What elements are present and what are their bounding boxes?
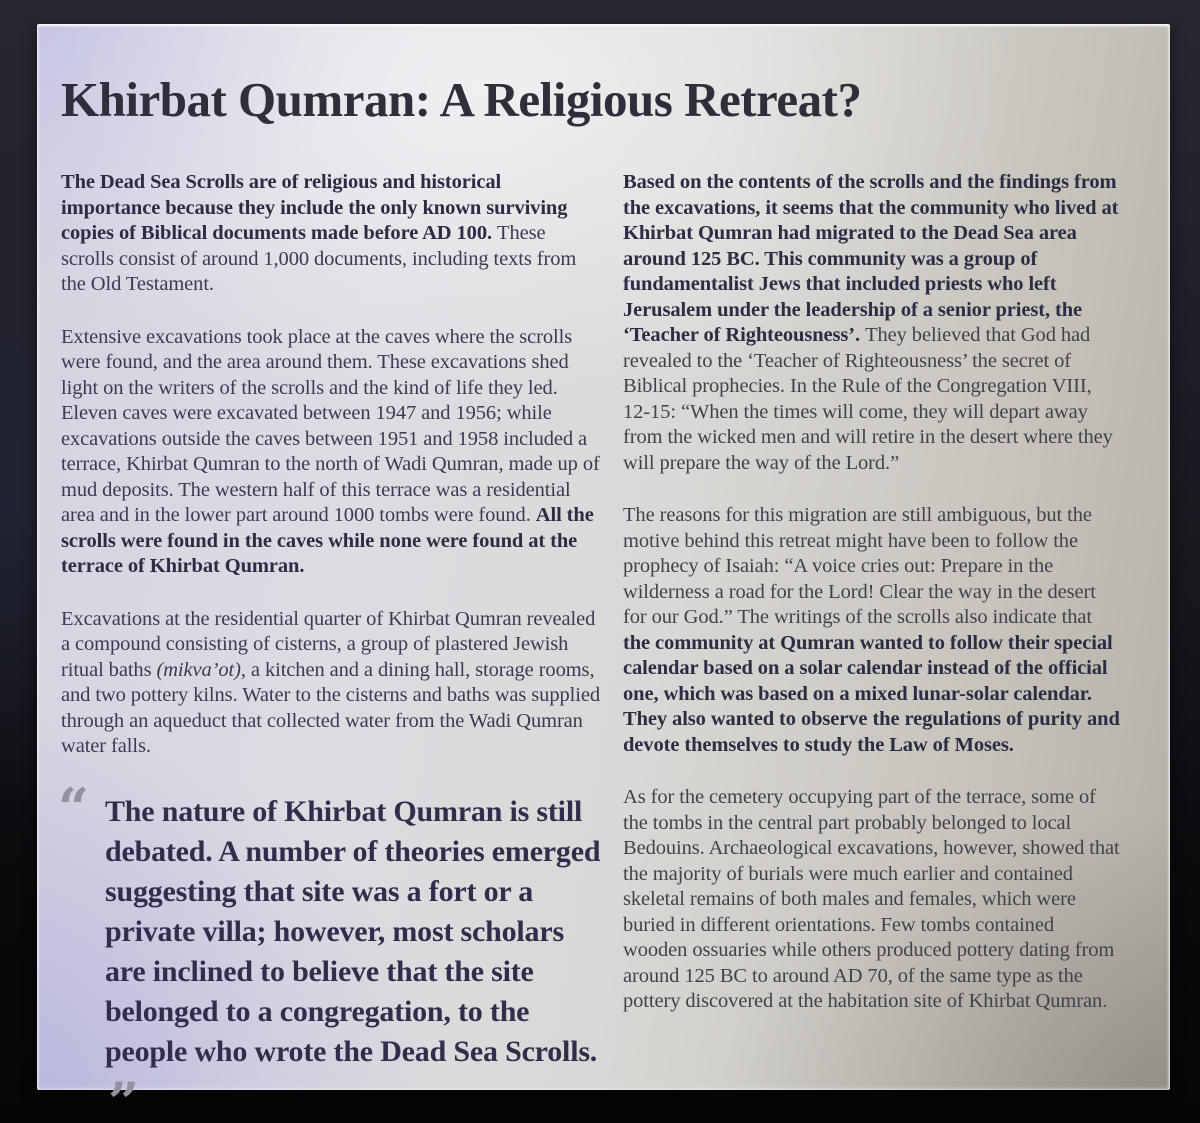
pull-quote: “ The nature of Khirbat Qumran is still debated. A number of theories emerged suggesting that site was a fort or a private villa; however, most scholars are inclined to believe that the site belonged to a congregation, to the people who wrote the Dead Sea Scrolls.” (58, 775, 601, 1123)
paragraph: Excavations at the residential quarter of Khirbat Qumran revealed a compound consisting of cisterns, a group of plastered Jewish ritual baths (mikva’ot), a kitchen and a dining hall, storage rooms, and two pottery kilns. Water to the cisterns and baths was supplied through an aqueduct that collected water from the Wadi Qumran water falls. (61, 607, 600, 758)
panel-content (37, 24, 1170, 1123)
page-title: Khirbat Qumran: A Religious Retreat? (61, 72, 862, 127)
left-column (58, 170, 601, 1123)
two-column-layout (58, 170, 1124, 1123)
pull-quote-text: The nature of Khirbat Qumran is still debated. A number of theories emerged suggesting that site was a fort or a private villa; however, most scholars are inclined to believe that the site belonged to a congregation, to the people who wrote the Dead Sea Scrolls. (105, 794, 601, 1068)
right-column (623, 170, 1123, 1112)
paragraph: As for the cemetery occupying part of the terrace, some of the tombs in the central part probably belonged to local Bedouins. Archaeological excavations, however, showed that the majority of burials were much earlier and contained skeletal remains of both males and females, which were buried in different orientations. Few tombs contained wooden ossuaries while others produced pottery dating from around 125 BC to around AD 70, of the same type as the pottery discovered at the habitation site of Khirbat Qumran. (623, 786, 1120, 1013)
paragraph: Extensive excavations took place at the caves where the scrolls were found, and the area around them. These excavations shed light on the writers of the scrolls and the kind of life they led. Eleven caves were excavated between 1947 and 1956; while excavations outside the caves between 1951 and 1958 included a terrace, Khirbat Qumran to the north of Wadi Qumran, made up of mud deposits. The western half of this terrace was a residential area and in the lower part around 1000 tombs were found. All the scrolls were found in the caves while none were found at the terrace of Khirbat Qumran. (61, 325, 600, 578)
paragraph: The Dead Sea Scrolls are of religious and historical importance because they include the only known surviving copies of Biblical documents made before AD 100. These scrolls consist of around 1,000 documents, including texts from the Old Testament. (61, 171, 577, 296)
paragraph: The reasons for this migration are still ambiguous, but the motive behind this retreat might have been to follow the prophecy of Isaiah: “A voice cries out: Prepare in the wilderness a road for the Lord! Clear the way in the desert for our God.” The writings of the scrolls also indicate that the community at Qumran wanted to follow their special calendar based on a solar calendar instead of the official one, which was based on a mixed lunar-solar calendar. They also wanted to observe the regulations of purity and devote themselves to study the Law of Moses. (623, 504, 1120, 756)
paragraph: Based on the contents of the scrolls and the findings from the excavations, it seems that the community who lived at Khirbat Qumran had migrated to the Dead Sea area around 125 BC. This community was a group of fundamentalist Jews that included priests who left Jerusalem under the leadership of a senior priest, the ‘Teacher of Righteousness’. They believed that God had revealed to the ‘Teacher of Righteousness’ the secret of Biblical prophecies. In the Rule of the Congregation VIII, 12-15: “When the times will come, they will depart away from the wicked men and will retire in the desert where they will prepare the way of the Lord.” (623, 171, 1119, 474)
museum-panel (37, 24, 1170, 1123)
